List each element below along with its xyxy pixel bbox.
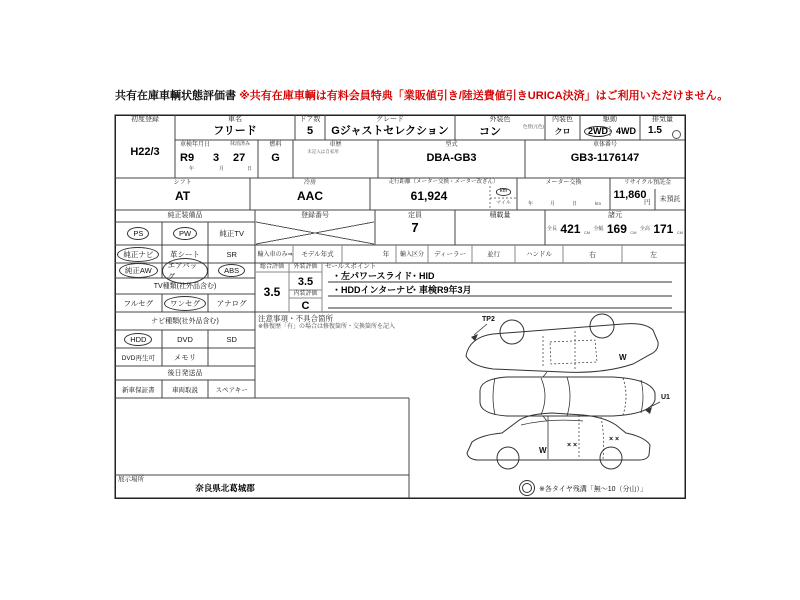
overall-eval-value: 3.5 [263, 285, 281, 299]
unit-month: 月 [219, 166, 225, 172]
mileage-label: 走行距離（メーター交換・メーター改ざん） [388, 179, 499, 185]
ac-value: AAC [297, 189, 323, 203]
vin-label: 車体番号 [592, 142, 617, 148]
first-reg-label: 初度登録 [131, 116, 159, 123]
tire-tread-legend [520, 481, 648, 496]
exterior-color-label: 外装色 [489, 116, 511, 123]
equipment-row-7 [115, 380, 255, 398]
length-label: 全長 [547, 225, 558, 232]
equip-tv: 純正TV [219, 229, 244, 238]
handle-right-option: 右 [589, 251, 596, 259]
model-code-label: 型式 [445, 142, 458, 148]
doors-label: ドア数 [299, 116, 321, 123]
w-top-annotation: W [619, 353, 627, 362]
import-parallel-option: 並行 [487, 250, 500, 258]
shift-value: AT [174, 189, 191, 203]
mileage-unit-mile: マイル [496, 200, 511, 206]
sales-point-4: ・車検R9年3月 [410, 285, 472, 295]
tv-type-header: TV種類(社外品含む) [153, 283, 217, 290]
inspection-date-label: 車検年月日 [180, 142, 211, 148]
notes-title: 注意事項・不具合箇所 [258, 314, 333, 323]
x-marks-rear: × × [609, 436, 620, 443]
car-name-value: フリード [213, 125, 257, 137]
history-label: 車歴 [329, 142, 342, 148]
displacement-value: 1.5 [648, 125, 662, 136]
shift-label: シフト [173, 180, 192, 186]
ac-label: 冷房 [303, 180, 316, 186]
sales-point-2: ・HID [410, 271, 435, 281]
car-side-top-view [466, 314, 658, 372]
sheet-header [115, 90, 729, 102]
doors-value: 5 [306, 125, 314, 137]
width-label: 全幅 [593, 225, 604, 232]
equip-manual: 車両取説 [172, 386, 198, 394]
inspection-month: 3 [213, 152, 220, 164]
height-value: 171 [653, 222, 674, 236]
equip-hdd: HDD [124, 333, 152, 346]
tire-legend-icon [520, 481, 535, 496]
equip-airbag: エアバッグ [162, 258, 209, 284]
sales-point-3: ・HDDインターナビ [332, 285, 415, 295]
import-only-label: 輸入車のみ⇒ [257, 252, 293, 258]
car-damage-diagram [455, 312, 685, 498]
factory-equipment-label: 純正装備品 [167, 212, 203, 219]
car-plan-view [480, 372, 670, 421]
height-label: 全高 [639, 225, 650, 232]
drive-4wd-option: 4WD [616, 126, 636, 136]
interior-eval-label: 内装評価 [293, 291, 318, 297]
recycle-deposit-label: リサイクル預託金 [623, 180, 672, 186]
navi-type-header: ナビ種類(社外品含む) [151, 318, 219, 325]
fuel-value: G [271, 152, 280, 164]
interior-color-label: 内装色 [552, 116, 573, 123]
height-unit: CM [676, 230, 683, 235]
grade-value: Gジャストセレクション [331, 125, 449, 137]
fuel-label: 燃料 [269, 142, 282, 148]
overall-eval-label: 総合評価 [259, 264, 284, 270]
sales-point-1: ・左パワースライド [332, 271, 413, 281]
import-dealer-option: ディーラー [434, 250, 466, 258]
recycle-unit: 円 [644, 199, 651, 206]
later-shipment-header: 後日発送品 [167, 370, 203, 377]
grade-label: グレード [376, 116, 404, 123]
capacity-value: 7 [411, 220, 419, 235]
model-code-value: DBA-GB3 [426, 152, 477, 164]
drive-label: 駆動 [603, 116, 617, 123]
inspection-day: 27 [233, 152, 246, 164]
equipment-row-3 [115, 260, 255, 281]
tp2-annotation: TP2 [482, 316, 495, 323]
meter-unit-month: 月 [550, 201, 556, 207]
notes-subtitle: ※修復歴「有」の場合は修復箇所・交換箇所を記入 [258, 324, 396, 330]
erased-label: 抹消済み [230, 141, 251, 147]
mileage-unit-km: km [491, 188, 516, 196]
tire-legend-text: ※各タイヤ残溝「無～10（分山）」 [539, 486, 648, 493]
registration-number-crossout [256, 222, 374, 244]
exterior-eval-label: 外装評価 [293, 264, 318, 270]
drive-2wd-selected: 2WD [584, 126, 612, 137]
vin-value: GB3-1176147 [570, 152, 640, 164]
equip-ps: PS [127, 227, 149, 240]
equipment-row-1 [115, 222, 255, 245]
sales-points-label: セールスポイント [325, 263, 377, 270]
page-title: 共有在庫車輌状態評価書 [115, 90, 236, 102]
header-warning: ※共有在庫車輌は有料会員特典「業販値引き/陸送費値引きURICA決済」はご利用いただけません。 [239, 90, 729, 102]
equip-aw: 純正AW [119, 263, 158, 278]
car-side-bottom-view [467, 413, 650, 469]
equipment-row-4 [115, 294, 255, 312]
import-division-label: 輸入区分 [399, 252, 424, 258]
meter-unit-year: 年 [528, 201, 534, 207]
equip-analog: アナログ [216, 298, 247, 308]
first-reg-value: H22/3 [130, 146, 160, 158]
displacement-unit-circle-icon [672, 130, 681, 139]
meter-unit-day: 日 [572, 201, 578, 207]
display-location-label: 展示場所 [118, 476, 144, 483]
handle-left-option: 左 [650, 251, 657, 259]
handle-label: ハンドル [526, 250, 552, 258]
equip-oneseg: ワンセグ [164, 296, 206, 311]
capacity-label: 定員 [408, 212, 422, 219]
model-year-unit: 年 [382, 250, 390, 258]
displacement-label: 排気量 [652, 116, 673, 123]
load-label: 積載量 [489, 212, 511, 219]
spec-values [547, 223, 683, 235]
equip-warranty-book: 新車保証書 [122, 386, 155, 394]
history-note: 未記入は自家用 [307, 149, 339, 154]
equip-leather: 革シート [170, 249, 200, 259]
specs-label: 諸元 [608, 212, 622, 219]
w-bottom-annotation: W [539, 446, 547, 455]
mileage-value: 61,924 [410, 189, 448, 203]
registration-number-label: 登録番号 [301, 212, 329, 219]
recycle-deposit-value: 11,860 [613, 189, 647, 201]
unit-year: 年 [189, 166, 195, 172]
equipment-row-6 [115, 348, 255, 366]
equip-memory: メモリ [173, 352, 197, 362]
meter-change-label: メーター交換 [545, 180, 582, 186]
x-marks-mid: × × [567, 442, 578, 449]
equip-navi: 純正ナビ [117, 247, 159, 262]
color-change-note: 色替(元色) [523, 124, 544, 129]
exterior-color-value: コン [479, 126, 501, 138]
width-value: 169 [606, 222, 627, 236]
inspection-year: R9 [180, 152, 195, 164]
length-value: 421 [560, 222, 581, 236]
equip-sd: SD [226, 334, 237, 344]
equip-spare-key: スペアキー [215, 386, 248, 394]
recycle-status: 未預託 [659, 196, 681, 203]
equip-sr: SR [226, 249, 237, 259]
interior-eval-value: C [301, 300, 310, 312]
u1-annotation: U1 [661, 394, 670, 401]
drive-options [580, 124, 640, 139]
unit-day: 日 [247, 166, 253, 172]
equip-fullseg: フルセグ [123, 298, 154, 308]
equip-abs: ABS [218, 264, 245, 277]
equip-dvd-play: DVD再生可 [121, 354, 155, 362]
car-name-label: 車名 [228, 116, 242, 123]
equipment-row-5 [115, 330, 255, 348]
width-unit: CM [630, 230, 637, 235]
meter-unit-km: km [595, 201, 601, 206]
model-year-label: モデル年式 [301, 250, 334, 258]
equip-pw: PW [173, 227, 197, 240]
exterior-eval-value: 3.5 [297, 276, 314, 288]
display-location-value: 奈良県北葛城郡 [195, 483, 255, 493]
length-unit: CM [583, 230, 591, 235]
interior-color-value: クロ [554, 127, 571, 136]
equip-dvd: DVD [177, 334, 193, 344]
